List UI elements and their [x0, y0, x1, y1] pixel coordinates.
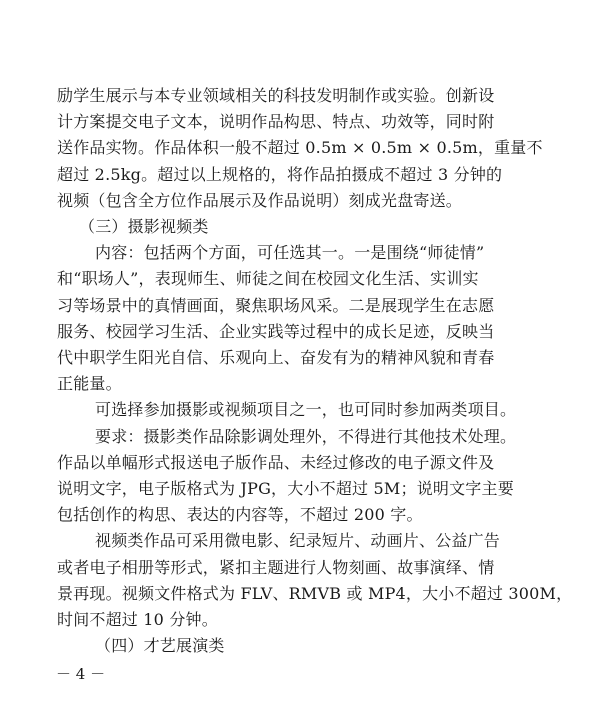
- paragraph-line: 超过 2.5kg。超过以上规格的，将作品拍摄成不超过 3 分钟的: [57, 164, 503, 184]
- paragraph-line: 景再现。视频文件格式为 FLV、RMVB 或 MP4，大小不超过 300M，: [57, 583, 573, 603]
- paragraph-line: 正能量。: [57, 374, 122, 394]
- paragraph-line: 作品以单幅形式报送电子版作品、未经过修改的电子源文件及: [57, 452, 495, 472]
- paragraph-line: 计方案提交电子文本，说明作品构思、特点、功效等，同时附: [57, 112, 495, 132]
- section-heading: （三）摄影视频类: [79, 217, 209, 236]
- paragraph-line: 或者电子相册等形式，紧扣主题进行人物刻画、故事演绎、情: [57, 557, 495, 577]
- paragraph-line: 说明文字，电子版格式为 JPG，大小不超过 5M；说明文字主要: [57, 479, 514, 498]
- paragraph-line: 代中职学生阳光自信、乐观向上、奋发有为的精神风貌和青春: [57, 348, 495, 367]
- paragraph-line: 视频（包含全方位作品展示及作品说明）刻成光盘寄送。: [57, 190, 463, 210]
- page-number: － 4 －: [56, 665, 106, 684]
- paragraph-line: 服务、校园学习生活、企业实践等过程中的成长足迹，反映当: [57, 321, 495, 341]
- paragraph-line: 时间不超过 10 分钟。: [57, 610, 218, 629]
- paragraph-line: 要求：摄影类作品除影调处理外，不得进行其他技术处理。: [95, 426, 517, 446]
- section-heading: （四）才艺展演类: [95, 636, 225, 656]
- paragraph-line: 包括创作的构思、表达的内容等，不超过 200 字。: [57, 505, 423, 525]
- paragraph-line: 内容：包括两个方面，可任选其一。一是围绕“师徒情”: [95, 243, 485, 263]
- paragraph-line: 励学生展示与本专业领域相关的科技发明制作或实验。创新设: [57, 86, 495, 105]
- paragraph-line: 可选择参加摄影或视频项目之一，也可同时参加两类项目。: [95, 400, 517, 420]
- paragraph-line: 送作品实物。作品体积一般不超过 0.5m × 0.5m × 0.5m，重量不: [57, 138, 543, 158]
- paragraph-line: 和“职场人”，表现师生、师徒之间在校园文化生活、实训实: [57, 269, 479, 289]
- paragraph-line: 习等场景中的真情画面，聚焦职场风采。二是展现学生在志愿: [57, 295, 495, 315]
- paragraph-line: 视频类作品可采用微电影、纪录短片、动画片、公益广告: [95, 531, 501, 551]
